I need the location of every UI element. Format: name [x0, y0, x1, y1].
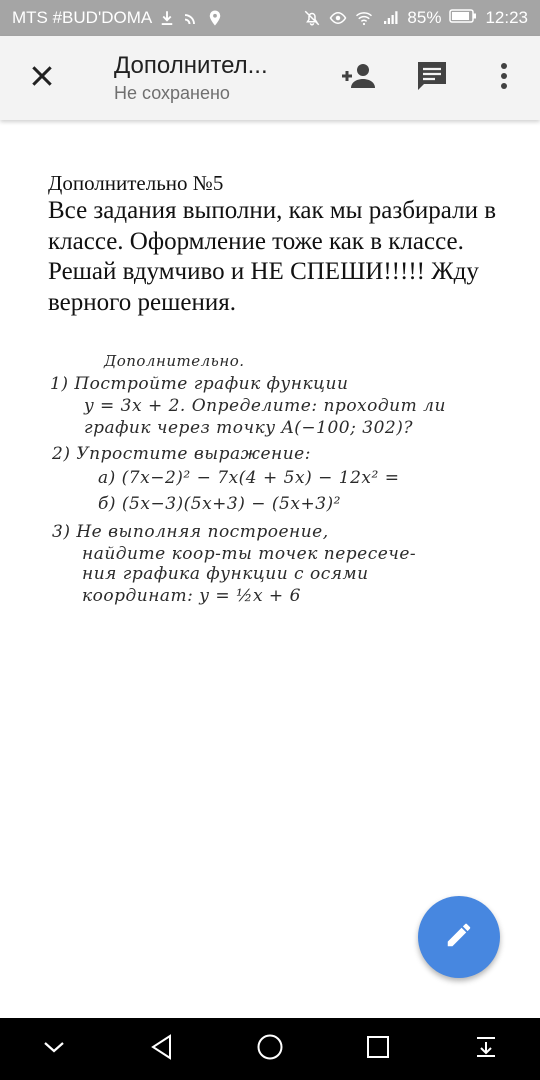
battery-icon — [449, 8, 477, 29]
app-bar-actions — [324, 36, 540, 120]
more-options-button[interactable] — [468, 36, 540, 120]
cast-icon — [182, 9, 200, 27]
comment-button[interactable] — [396, 36, 468, 120]
app-bar — [0, 36, 540, 120]
eye-icon — [329, 9, 347, 27]
handwritten-line: координат: y = ½x + 6 — [82, 586, 301, 606]
navigation-bar — [0, 1018, 540, 1080]
download-icon — [158, 9, 176, 27]
more-icon — [500, 62, 508, 95]
back-icon — [150, 1034, 174, 1065]
home-button[interactable] — [240, 1018, 300, 1080]
clock: 12:23 — [485, 8, 528, 27]
handwritten-line: y = 3x + 2. Определите: проходит ли — [84, 396, 446, 416]
handwritten-line: ния графика функции с осями — [82, 564, 369, 584]
mute-icon — [303, 9, 321, 27]
handwritten-line: найдите коор-ты точек пересече- — [82, 544, 417, 564]
home-icon — [256, 1033, 284, 1066]
signal-icon — [381, 9, 399, 27]
handwritten-line: 3) Не выполняя построение, — [52, 522, 329, 542]
handwritten-image — [44, 352, 504, 614]
document-content — [48, 170, 508, 318]
battery-percent: 85% — [407, 8, 442, 27]
handwritten-line: 1) Постройте график функции — [50, 374, 349, 394]
close-icon — [29, 63, 55, 94]
carrier-label: MTS #BUD'DOMA — [12, 8, 153, 27]
location-icon — [206, 9, 224, 27]
document-heading: Дополнительно №5 — [48, 171, 224, 195]
save-status: Не сохранено — [114, 83, 230, 103]
handwritten-line: 2) Упростите выражение: — [52, 444, 311, 464]
document-title: Дополнител... — [114, 52, 268, 79]
close-button[interactable] — [0, 36, 84, 120]
wifi-icon — [355, 9, 373, 27]
handwritten-line: а) (7x−2)² − 7x(4 + 5x) − 12x² = — [98, 468, 400, 488]
recents-button[interactable] — [348, 1018, 408, 1080]
comment-icon — [416, 60, 448, 97]
notifications-button[interactable] — [456, 1018, 516, 1080]
add-person-button[interactable] — [324, 36, 396, 120]
handwritten-line: б) (5x−3)(5x+3) − (5x+3)² — [98, 494, 341, 514]
notifications-icon — [474, 1035, 498, 1064]
document-body: Все задания выполни, как мы разбирали в классе. Оформление тоже как в классе. Решай вдумчиво и НЕ СПЕШИ!!!!! Жду верного решения. — [48, 197, 497, 316]
status-bar — [0, 0, 540, 36]
edit-icon — [444, 920, 474, 955]
handwritten-line: график через точку A(−100; 302)? — [84, 418, 413, 438]
title-block — [114, 52, 314, 104]
add-person-icon — [342, 62, 378, 95]
handwritten-title: Дополнительно. — [104, 352, 245, 370]
hide-nav-button[interactable] — [24, 1018, 84, 1080]
chevron-down-icon — [43, 1040, 65, 1059]
recents-icon — [366, 1035, 390, 1064]
back-button[interactable] — [132, 1018, 192, 1080]
edit-fab-button[interactable] — [418, 896, 500, 978]
